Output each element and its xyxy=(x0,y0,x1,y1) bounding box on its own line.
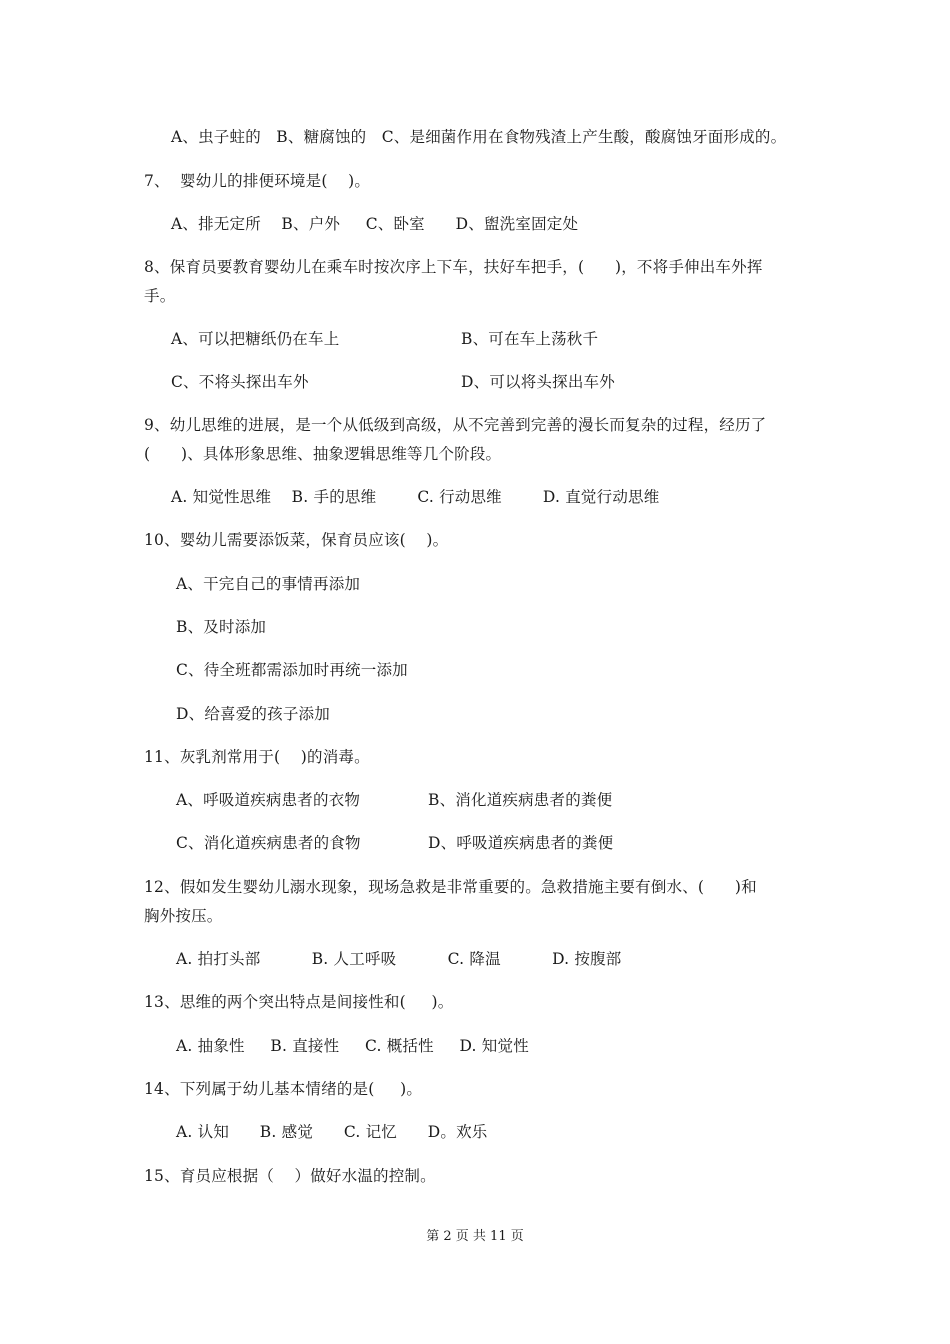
q12-question-line1: 12、假如发生婴幼儿溺水现象，现场急救是非常重要的。急救措施主要有倒水、( )和 xyxy=(144,878,757,896)
q12-question-line2: 胸外按压。 xyxy=(144,907,223,925)
q8-question-line2: 手。 xyxy=(144,287,176,305)
q9-options: A. 知觉性思维 B. 手的思维 C. 行动思维 D. 直觉行动思维 xyxy=(171,488,660,506)
q10-question: 10、婴幼儿需要添饭菜，保育员应该( )。 xyxy=(144,531,449,549)
q10-option-b: B、及时添加 xyxy=(176,618,267,636)
q11-option-a: A、呼吸道疾病患者的衣物 xyxy=(176,791,361,809)
q11-option-b: B、消化道疾病患者的粪便 xyxy=(428,791,613,809)
q7-options: A、排无定所 B、户外 C、卧室 D、盥洗室固定处 xyxy=(171,215,579,233)
q13-options: A. 抽象性 B. 直接性 C. 概括性 D. 知觉性 xyxy=(176,1037,529,1055)
q7-question: 7、 婴幼儿的排便环境是( )。 xyxy=(144,172,371,190)
q11-question: 11、灰乳剂常用于( )的消毒。 xyxy=(144,748,370,766)
q11-option-c: C、消化道疾病患者的食物 xyxy=(176,834,361,852)
page-footer: 第 2 页 共 11 页 xyxy=(426,1229,524,1244)
q8-option-b: B、可在车上荡秋千 xyxy=(461,330,599,348)
q10-option-d: D、给喜爱的孩子添加 xyxy=(176,705,330,723)
q14-options: A. 认知 B. 感觉 C. 记忆 D。欢乐 xyxy=(176,1123,488,1141)
q11-option-d: D、呼吸道疾病患者的粪便 xyxy=(428,834,614,852)
q8-question-line1: 8、保育员要教育婴幼儿在乘车时按次序上下车，扶好车把手，( )，不将手伸出车外挥 xyxy=(144,258,763,276)
q14-question: 14、下列属于幼儿基本情绪的是( )。 xyxy=(144,1080,423,1098)
q8-option-a: A、可以把糖纸仍在车上 xyxy=(171,330,340,348)
q9-question-line1: 9、幼儿思维的进展，是一个从低级到高级，从不完善到完善的漫长而复杂的过程，经历了 xyxy=(144,416,767,434)
q15-question: 15、育员应根据（ ）做好水温的控制。 xyxy=(144,1167,436,1185)
q9-question-line2: ( )、具体形象思维、抽象逻辑思维等几个阶段。 xyxy=(144,445,502,463)
q12-options: A. 拍打头部 B. 人工呼吸 C. 降温 D. 按腹部 xyxy=(176,950,622,968)
q6-options: A、虫子蛀的 B、糖腐蚀的 C、是细菌作用在食物残渣上产生酸，酸腐蚀牙面形成的。 xyxy=(171,128,787,146)
q10-option-c: C、待全班都需添加时再统一添加 xyxy=(176,661,408,679)
q8-option-d: D、可以将头探出车外 xyxy=(461,373,615,391)
q10-option-a: A、干完自己的事情再添加 xyxy=(176,575,361,593)
q8-option-c: C、不将头探出车外 xyxy=(171,373,309,391)
q13-question: 13、思维的两个突出特点是间接性和( )。 xyxy=(144,993,454,1011)
